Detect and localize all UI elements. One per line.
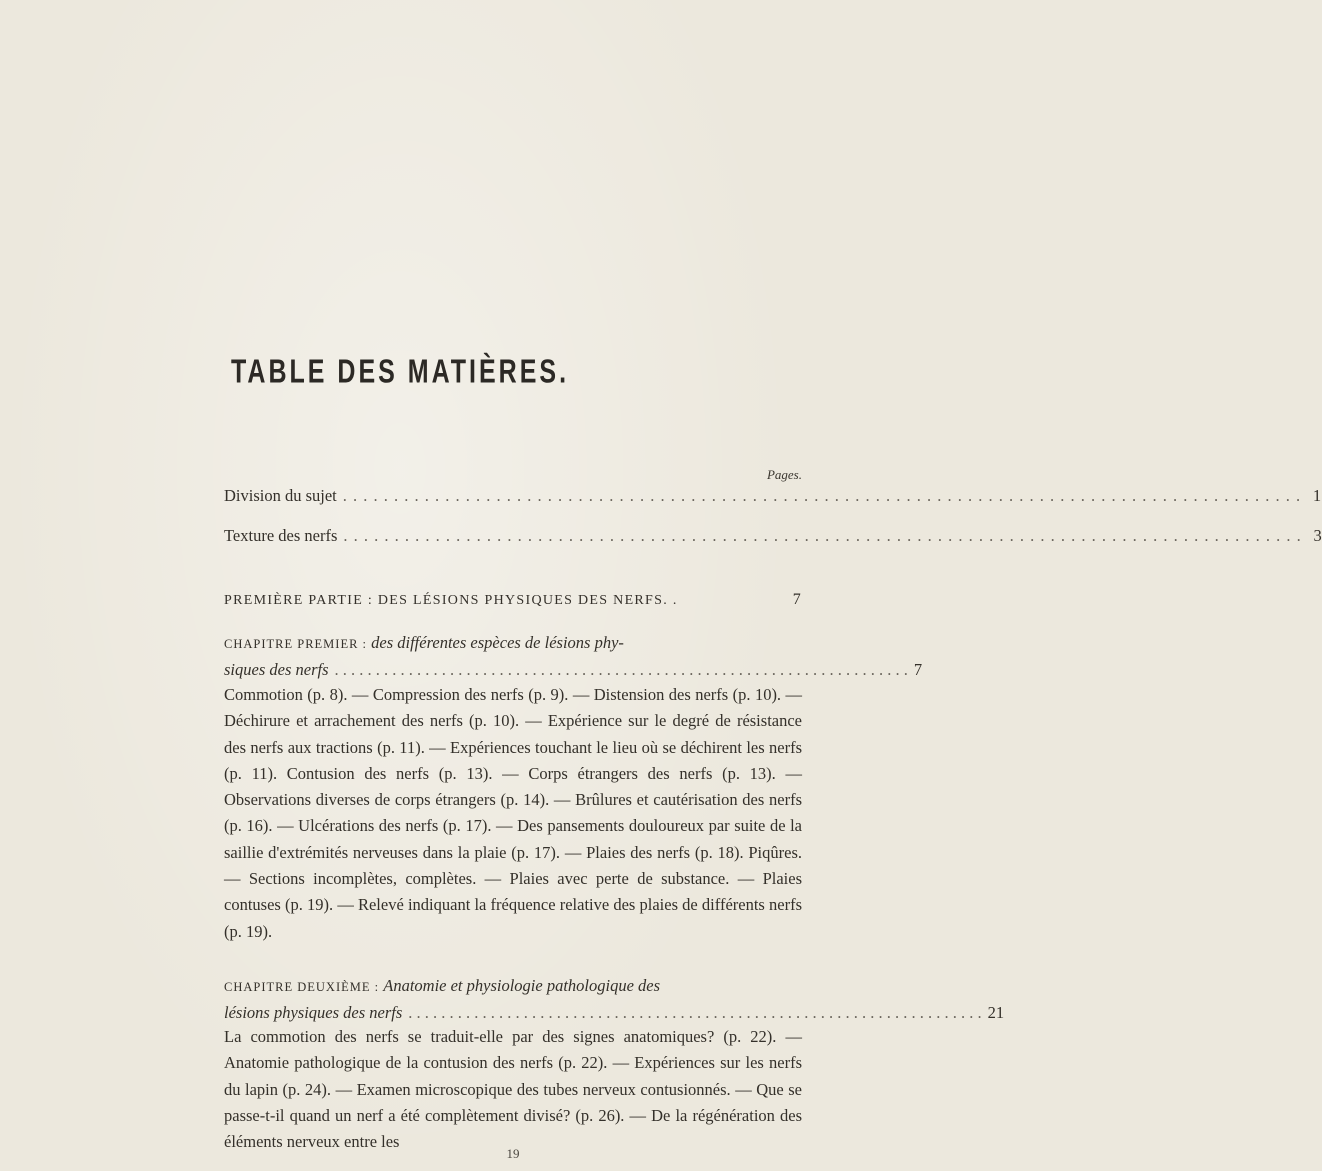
chapter-2-page: 21 <box>987 1003 1005 1022</box>
chapter-1-summary: Commotion (p. 8). — Compression des nerfs (p. 9). — Distension des nerfs (p. 10). — Déchirure et arrachement des nerfs (p. 10). — Expérience sur le degré de résistance des nerfs aux tractions (p. 11). — Expériences touchant le lieu où se déchirent les nerfs (p. 11). Contusion des nerfs (p. 13). — Corps étrangers des nerfs (p. 13). — Observations diverses de corps étrangers (p. 14). — Brûlures et cautérisation des nerfs (p. 16). — Ulcérations des nerfs (p. 17). — Des pansements douloureux par suite de la saillie d'extrémités nerveuses dans la plaie (p. 17). — Plaies des nerfs (p. 18). Piqûres. — Sections incomplètes, complètes. — Plaies avec perte de substance. — Plaies contuses (p. 19). — Relevé indiquant la fréquence relative des plaies de différents nerfs (p. 19). <box>224 685 802 941</box>
toc-entry-label: Division du sujet <box>224 486 337 505</box>
dot-leader <box>408 1000 981 1026</box>
dot-leader <box>343 524 1301 548</box>
page-number: 19 <box>506 1146 520 1161</box>
chapter-1-prefix: CHAPITRE PREMIER : <box>224 637 372 651</box>
chapter-2-title-line2: lésions physiques des nerfs <box>224 1003 403 1022</box>
part-page: 7 <box>792 591 802 608</box>
pages-column-label: Pages. <box>766 467 802 482</box>
chapter-1-heading[interactable] <box>224 630 923 683</box>
chapter-2-summary: La commotion des nerfs se traduit-elle par des signes anatomiques? (p. 22). — Anatomie pathologique de la contusion des nerfs (p. 22). — Expériences sur les nerfs du lapin (p. 24). — Examen microscopique des tubes nerveux contusionnés. — Que se passe-t-il quand un nerf a été complètement divisé? (p. 26). — De la régénération des éléments nerveux entre les <box>224 1027 802 1152</box>
toc-entry-texture[interactable] <box>224 524 1322 548</box>
chapter-1-title-line2: siques des nerfs <box>224 660 329 679</box>
toc-entry-label: Texture des nerfs <box>224 526 338 545</box>
chapter-2-prefix: CHAPITRE DEUXIÈME : <box>224 980 384 994</box>
chapter-1-title-line1: des différentes espèces de lésions phy- <box>371 633 624 652</box>
toc-entry-page: 3 <box>1313 526 1322 545</box>
toc-entry-page: 1 <box>1312 486 1322 505</box>
dot-leader <box>343 484 1301 508</box>
chapter-2-title-line1: Anatomie et physiologie pathologique des <box>383 976 661 995</box>
page-title: TABLE DES MATIÈRES. <box>230 352 570 391</box>
part-heading[interactable] <box>224 591 802 609</box>
toc-entry-division[interactable] <box>224 484 1322 508</box>
chapter-2-heading[interactable] <box>224 973 1005 1026</box>
dot-leader <box>335 657 908 683</box>
chapter-1-page: 7 <box>913 660 923 679</box>
part-label: PREMIÈRE PARTIE : DES LÉSIONS PHYSIQUES DES NERFS. . <box>224 593 678 608</box>
